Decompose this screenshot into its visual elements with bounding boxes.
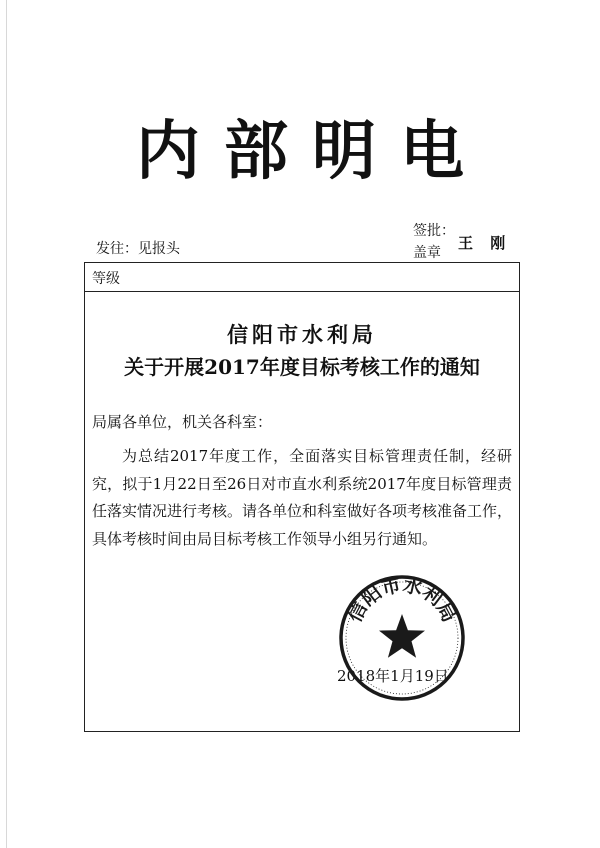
sign-label: 签批： (413, 223, 455, 239)
issue-date: 2018年1月19日 (337, 667, 449, 685)
salutation: 局属各单位，机关各科室： (92, 413, 273, 431)
notice-body: 为总结2017年度工作，全面落实目标管理责任制，经研究，拟于1月22日至26日对市直水利系统2017年度目标管理责任落实情况进行考核。请各单位和科室做好各项考核准备工作，具体考核时间由局目标考核工作领导小组另行通知。 (92, 447, 513, 548)
grade-label: 等级 (92, 271, 120, 287)
document-title: 内部明电 (136, 114, 488, 189)
seal-text: 信阳市水利局 (343, 574, 461, 626)
star-icon (379, 614, 425, 658)
signer-name: 王 刚 (458, 234, 512, 252)
send-to-line: 发往：见报头 (96, 241, 180, 257)
org-title: 信阳市水利局 (227, 322, 377, 347)
official-seal (338, 574, 466, 702)
notice-title: 关于开展2017年度目标考核工作的通知 (124, 355, 480, 379)
seal-label: 盖章 (413, 245, 441, 261)
seal-graphic (338, 574, 466, 702)
grade-row (85, 263, 519, 292)
